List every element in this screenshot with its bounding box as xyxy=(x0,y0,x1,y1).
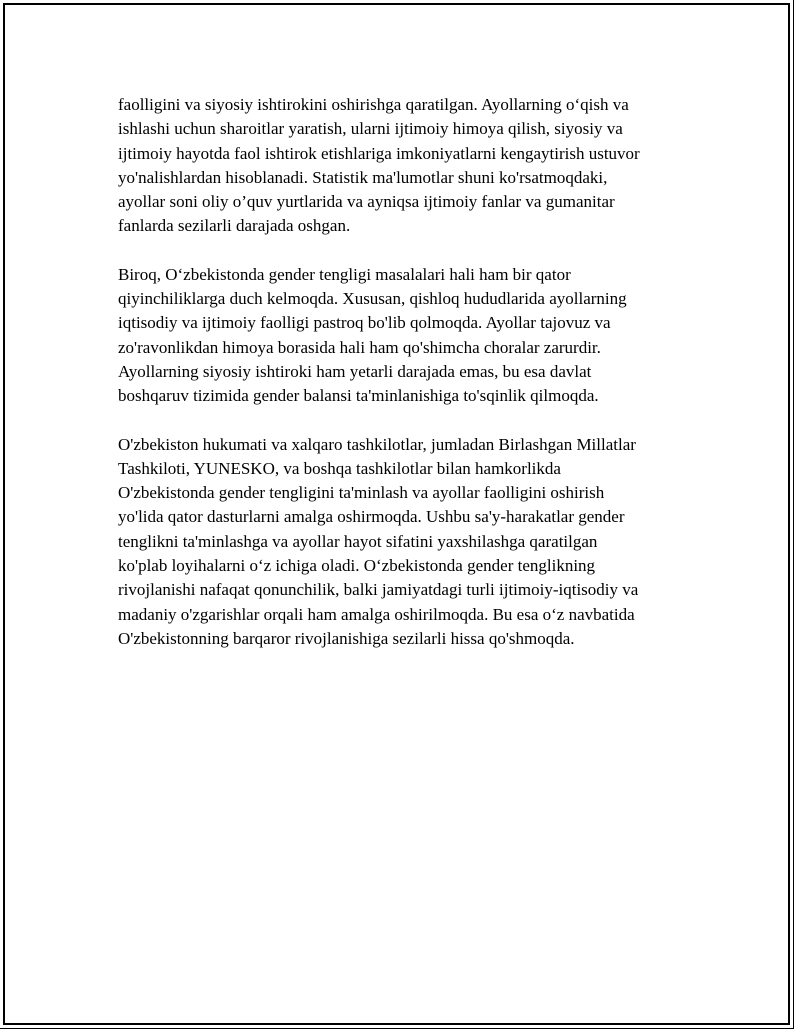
text-line: ishlashi uchun sharoitlar yaratish, ularni ijtimoiy himoya qilish, siyosiy va xyxy=(118,119,623,139)
text-line: O'zbekistonda gender tengligini ta'minlash va ayollar faolligini oshirish xyxy=(118,483,605,503)
text-line: faolligini va siyosiy ishtirokini oshirishga qaratilgan. Ayollarning o‘qish va xyxy=(118,95,629,114)
text-line: fanlarda sezilarli darajada oshgan. xyxy=(118,216,351,236)
text-line: qiyinchiliklarga duch kelmoqda. Xususan, qishloq hududlarida ayollarning xyxy=(118,289,627,309)
text-line: ko'plab loyihalarni o‘z ichiga oladi. O‘zbekistonda gender tenglikning xyxy=(118,556,596,576)
text-line: rivojlanishi nafaqat qonunchilik, balki jamiyatdagi turli ijtimoiy-iqtisodiy va xyxy=(118,580,639,600)
text-line: Ayollarning siyosiy ishtiroki ham yetarli darajada emas, bu esa davlat xyxy=(118,361,592,381)
paragraph-3 xyxy=(118,433,708,652)
text-line: madaniy o'zgarishlar orqali ham amalga oshirilmoqda. Bu esa o‘z navbatida xyxy=(118,604,635,624)
paragraph-2 xyxy=(118,263,708,409)
text-line: zo'ravonlikdan himoya borasida hali ham qo'shimcha choralar zarurdir. xyxy=(118,337,601,357)
text-line: O'zbekistonning barqaror rivojlanishiga sezilarli hissa qo'shmoqda. xyxy=(118,628,575,648)
text-line: iqtisodiy va ijtimoiy faolligi pastroq bo'lib qolmoqda. Ayollar tajovuz va xyxy=(118,313,611,333)
text-line: O'zbekiston hukumati va xalqaro tashkilotlar, jumladan Birlashgan Millatlar xyxy=(118,434,636,454)
text-line: yo'nalishlardan hisoblanadi. Statistik ma'lumotlar shuni ko'rsatmoqdaki, xyxy=(118,167,608,187)
text-line: yo'lida qator dasturlarni amalga oshirmoqda. Ushbu sa'y-harakatlar gender xyxy=(118,507,625,527)
paragraph-1 xyxy=(118,93,708,239)
text-line: tenglikni ta'minlashga va ayollar hayot sifatini yaxshilashga qaratilgan xyxy=(118,531,598,551)
text-line: Biroq, O‘zbekistonda gender tengligi masalalari hali ham bir qator xyxy=(118,264,571,284)
text-line: Tashkiloti, YUNESKO, va boshqa tashkilotlar bilan hamkorlikda xyxy=(118,458,561,478)
text-line: boshqaruv tizimida gender balansi ta'minlanishiga to'sqinlik qilmoqda. xyxy=(118,386,599,406)
document-body xyxy=(118,93,708,651)
text-line: ayollar soni oliy o’quv yurtlarida va ayniqsa ijtimoiy fanlar va gumanitar xyxy=(118,192,615,212)
text-line: ijtimoiy hayotda faol ishtirok etishlariga imkoniyatlarni kengaytirish ustuvor xyxy=(118,143,640,163)
